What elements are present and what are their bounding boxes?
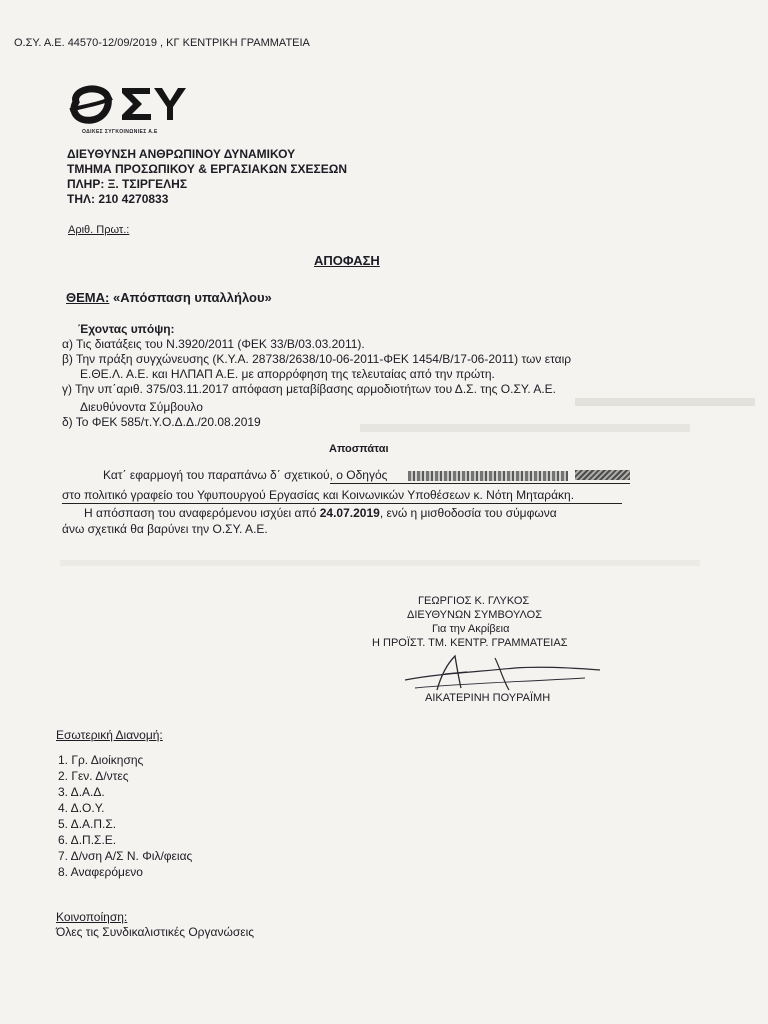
signatory-name: ΓΕΩΡΓΙΟΣ Κ. ΓΛΥΚΟΣ [418, 595, 530, 607]
protocol-number-label: Αριθ. Πρωτ.: [68, 224, 130, 236]
notification-heading: Κοινοποίηση: [56, 910, 128, 924]
logo-subtitle: ΟΔΙΚΕΣ ΣΥΓΚΟΙΝΩΝΙΕΣ Α.Ε [82, 129, 158, 135]
section-name: ΤΜΗΜΑ ΠΡΟΣΩΠΙΚΟΥ & ΕΡΓΑΣΙΑΚΩΝ ΣΧΕΣΕΩΝ [67, 162, 348, 176]
osy-logo-icon [66, 80, 191, 130]
subject-line [66, 290, 272, 305]
distribution-item: 6. Δ.Π.Σ.Ε. [58, 833, 117, 847]
consideration-item: δ) Το ΦΕΚ 585/τ.Υ.Ο.Δ.Δ./20.08.2019 [62, 415, 261, 429]
distribution-item: 2. Γεν. Δ/ντες [58, 769, 129, 783]
distribution-item: 3. Δ.Α.Δ. [58, 785, 105, 799]
considering-heading: Έχοντας υπόψη: [78, 322, 175, 336]
decision-heading: Αποσπάται [329, 443, 389, 455]
consideration-item: α) Τις διατάξεις του Ν.3920/2011 (ΦΕΚ 33/Β/03.03.2011). [62, 337, 365, 351]
protocol-stamp: Ο.ΣΥ. Α.Ε. 44570-12/09/2019 , ΚΓ ΚΕΝΤΡΙΚΗ ΓΡΑΜΜΑΤΕΙΑ [14, 37, 310, 49]
redacted-scribble [575, 470, 630, 480]
distribution-heading: Εσωτερική Διανομή: [56, 728, 163, 742]
decision-paragraph-line2: στο πολιτικό γραφείο του Υφυπουργού Εργασίας και Κοινωνικών Υποθέσεων κ. Νότη Μηταράκη. [62, 488, 575, 502]
accuracy-note: Για την Ακρίβεια [432, 623, 510, 635]
bleed-through-mark [60, 560, 700, 566]
underline-mark [330, 483, 630, 484]
subject-text: «Απόσπαση υπαλλήλου» [112, 290, 272, 305]
distribution-item: 5. Δ.Α.Π.Σ. [58, 817, 117, 831]
contact-person: ΠΛΗΡ: Ξ. ΤΣΙΡΓΕΛΗΣ [67, 177, 188, 191]
bleed-through-mark [575, 398, 755, 406]
distribution-item: 1. Γρ. Διοίκησης [58, 753, 144, 767]
effective-text: Η απόσπαση του αναφερόμενου ισχύει από [84, 506, 320, 520]
contact-phone: ΤΗΛ: 210 4270833 [67, 192, 169, 206]
subject-label: ΘΕΜΑ: [66, 290, 110, 305]
underline-mark [62, 503, 622, 504]
consideration-item: γ) Την υπ΄αριθ. 375/03.11.2017 απόφαση μεταβίβασης αρμοδιοτήτων του Δ.Σ. της Ο.ΣΥ. Α.Ε. [62, 382, 557, 396]
distribution-item: 4. Δ.Ο.Υ. [58, 801, 105, 815]
payroll-text: , ενώ η μισθοδοσία του σύμφωνα [379, 506, 557, 520]
decision-paragraph-2 [84, 506, 557, 520]
decision-paragraph-3: άνω σχετικά θα βαρύνει την Ο.ΣΥ. Α.Ε. [62, 522, 268, 536]
effective-date: 24.07.2019 [319, 506, 380, 520]
distribution-list [58, 752, 192, 880]
signatory-title: ΔΙΕΥΘΥΝΩΝ ΣΥΜΒΟΥΛΟΣ [407, 609, 542, 621]
department-head-title: Η ΠΡΟΪΣΤ. ΤΜ. ΚΕΝΤΡ. ΓΡΑΜΜΑΤΕΙΑΣ [372, 637, 568, 649]
consideration-item: Ε.ΘΕ.Λ. Α.Ε. και ΗΛΠΑΠ Α.Ε. με απορρόφηση της τελευταίας από την πρώτη. [80, 367, 495, 381]
document-title: ΑΠΟΦΑΣΗ [314, 253, 380, 268]
signer-name: ΑΙΚΑΤΕΡΙΝΗ ΠΟΥΡΑΪΜΗ [425, 692, 551, 704]
distribution-item: 8. Αναφερόμενο [58, 865, 143, 879]
distribution-item: 7. Δ/νση Α/Σ Ν. Φιλ/φειας [58, 849, 193, 863]
decision-paragraph-start: Κατ΄ εφαρμογή του παραπάνω δ΄ σχετικού, ο Οδηγός [103, 468, 388, 482]
consideration-item: β) Την πράξη συγχώνευσης (Κ.Υ.Α. 28738/2638/10-06-2011-ΦΕΚ 1454/Β/17-06-2011) των εταιρ [62, 352, 572, 366]
notification-text: Όλες τις Συνδικαλιστικές Οργανώσεις [56, 925, 255, 939]
bleed-through-mark [360, 424, 690, 432]
handwritten-signature-icon [395, 648, 605, 698]
department-name: ΔΙΕΥΘΥΝΣΗ ΑΝΘΡΩΠΙΝΟΥ ΔΥΝΑΜΙΚΟΥ [67, 147, 296, 161]
consideration-item: Διευθύνοντα Σύμβουλο [80, 400, 203, 414]
redacted-name [408, 471, 568, 481]
